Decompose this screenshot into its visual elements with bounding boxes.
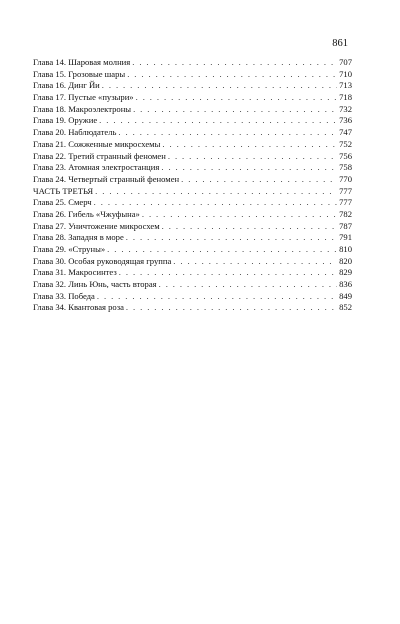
toc-dot-leader	[95, 186, 337, 198]
toc-entry	[33, 244, 352, 256]
toc-entry-page: 836	[339, 279, 352, 290]
toc-entry-page: 718	[339, 92, 352, 103]
toc-entry-page: 791	[339, 232, 352, 243]
toc-entry-title: Глава 32. Линь Юнь, часть вторая	[33, 279, 157, 290]
toc-entry	[33, 57, 352, 69]
toc-entry-title: Глава 15. Грозовые шары	[33, 68, 126, 79]
toc-entry-title: Глава 26. Гибель «Чжуфына»	[33, 208, 140, 219]
toc-entry-title: Глава 28. Западня в море	[33, 232, 124, 243]
page-number: 861	[332, 38, 348, 49]
toc-entry-page: 756	[339, 150, 352, 161]
toc-entry-page: 752	[339, 138, 352, 149]
toc-entry	[33, 279, 352, 291]
toc-entry	[33, 127, 352, 139]
toc-entry	[33, 291, 352, 303]
toc-entry	[33, 221, 352, 233]
toc-entry	[33, 104, 352, 116]
toc-entry	[33, 174, 352, 186]
toc-entry-title: Глава 19. Оружие	[33, 115, 98, 126]
toc-dot-leader	[107, 244, 337, 256]
toc-dot-leader	[99, 115, 337, 127]
toc-entry-page: 849	[339, 290, 352, 301]
toc-entry-title: Глава 29. «Струны»	[33, 244, 106, 254]
toc-entry-title: Глава 30. Особая руководящая группа	[33, 255, 172, 266]
toc-entry	[33, 197, 352, 209]
toc-entry-title: Глава 17. Пустые «пузыри»	[33, 92, 134, 103]
toc-entry	[33, 80, 352, 92]
toc-entry	[33, 162, 352, 174]
toc-entry	[33, 232, 352, 244]
toc-entry-title: Глава 22. Третий странный феномен	[33, 150, 166, 161]
toc-entry	[33, 256, 352, 268]
toc-entry-page: 758	[339, 162, 352, 173]
toc-dot-leader	[94, 197, 337, 209]
table-of-contents	[33, 57, 352, 314]
toc-dot-leader	[127, 69, 337, 81]
toc-entry	[33, 302, 352, 314]
toc-entry	[33, 92, 352, 104]
toc-entry-page: 707	[339, 57, 352, 67]
toc-dot-leader	[119, 267, 337, 279]
toc-entry-page: 747	[339, 127, 352, 138]
toc-entry	[33, 139, 352, 151]
toc-entry	[33, 209, 352, 221]
toc-dot-leader	[132, 57, 337, 69]
toc-dot-leader	[162, 221, 337, 233]
toc-entry-title: Глава 16. Динг Йи	[33, 80, 100, 91]
toc-dot-leader	[126, 232, 337, 244]
toc-entry-page: 829	[339, 267, 352, 278]
toc-entry-title: Глава 27. Уничтожение микросхем	[33, 220, 160, 231]
toc-entry	[33, 267, 352, 279]
toc-entry-title: ЧАСТЬ ТРЕТЬЯ	[33, 185, 94, 196]
toc-entry-title: Глава 34. Квантовая роза	[33, 302, 124, 313]
toc-dot-leader	[133, 104, 337, 116]
toc-dot-leader	[162, 139, 337, 151]
toc-dot-leader	[181, 174, 337, 186]
toc-entry-page: 736	[339, 115, 352, 126]
toc-dot-leader	[126, 302, 337, 314]
toc-entry-page: 777	[339, 185, 352, 196]
toc-entry-page: 777	[339, 197, 352, 208]
toc-entry-title: Глава 23. Атомная электростанция	[33, 162, 160, 173]
toc-entry-page: 820	[339, 255, 352, 266]
toc-entry-title: Глава 18. Макроэлектроны	[33, 103, 132, 114]
toc-entry-page: 787	[339, 220, 352, 231]
toc-entry	[33, 151, 352, 163]
toc-dot-leader	[161, 162, 337, 174]
toc-entry-page: 713	[339, 80, 352, 91]
toc-entry-title: Глава 20. Наблюдатель	[33, 127, 117, 138]
toc-dot-leader	[173, 256, 337, 268]
toc-entry-page: 852	[339, 302, 352, 313]
toc-entry	[33, 115, 352, 127]
toc-entry-page: 710	[339, 68, 352, 79]
toc-dot-leader	[97, 291, 337, 303]
toc-entry-title: Глава 21. Сожженные микросхемы	[33, 138, 161, 149]
toc-entry-page: 732	[339, 103, 352, 114]
toc-entry-title: Глава 33. Победа	[33, 290, 95, 301]
toc-dot-leader	[102, 80, 337, 92]
toc-entry-page: 782	[339, 208, 352, 219]
toc-entry-page: 810	[339, 244, 352, 254]
toc-dot-leader	[136, 92, 338, 104]
toc-entry-page: 770	[339, 173, 352, 184]
toc-dot-leader	[118, 127, 337, 139]
toc-dot-leader	[168, 151, 337, 163]
toc-entry-title: Глава 24. Четвертый странный феномен	[33, 173, 180, 184]
toc-part-heading	[33, 186, 352, 198]
toc-dot-leader	[142, 209, 337, 221]
toc-entry	[33, 69, 352, 81]
toc-dot-leader	[159, 279, 338, 291]
toc-entry-title: Глава 14. Шаровая молния	[33, 57, 131, 67]
toc-entry-title: Глава 31. Макросинтез	[33, 267, 117, 278]
toc-entry-title: Глава 25. Смерч	[33, 197, 92, 208]
